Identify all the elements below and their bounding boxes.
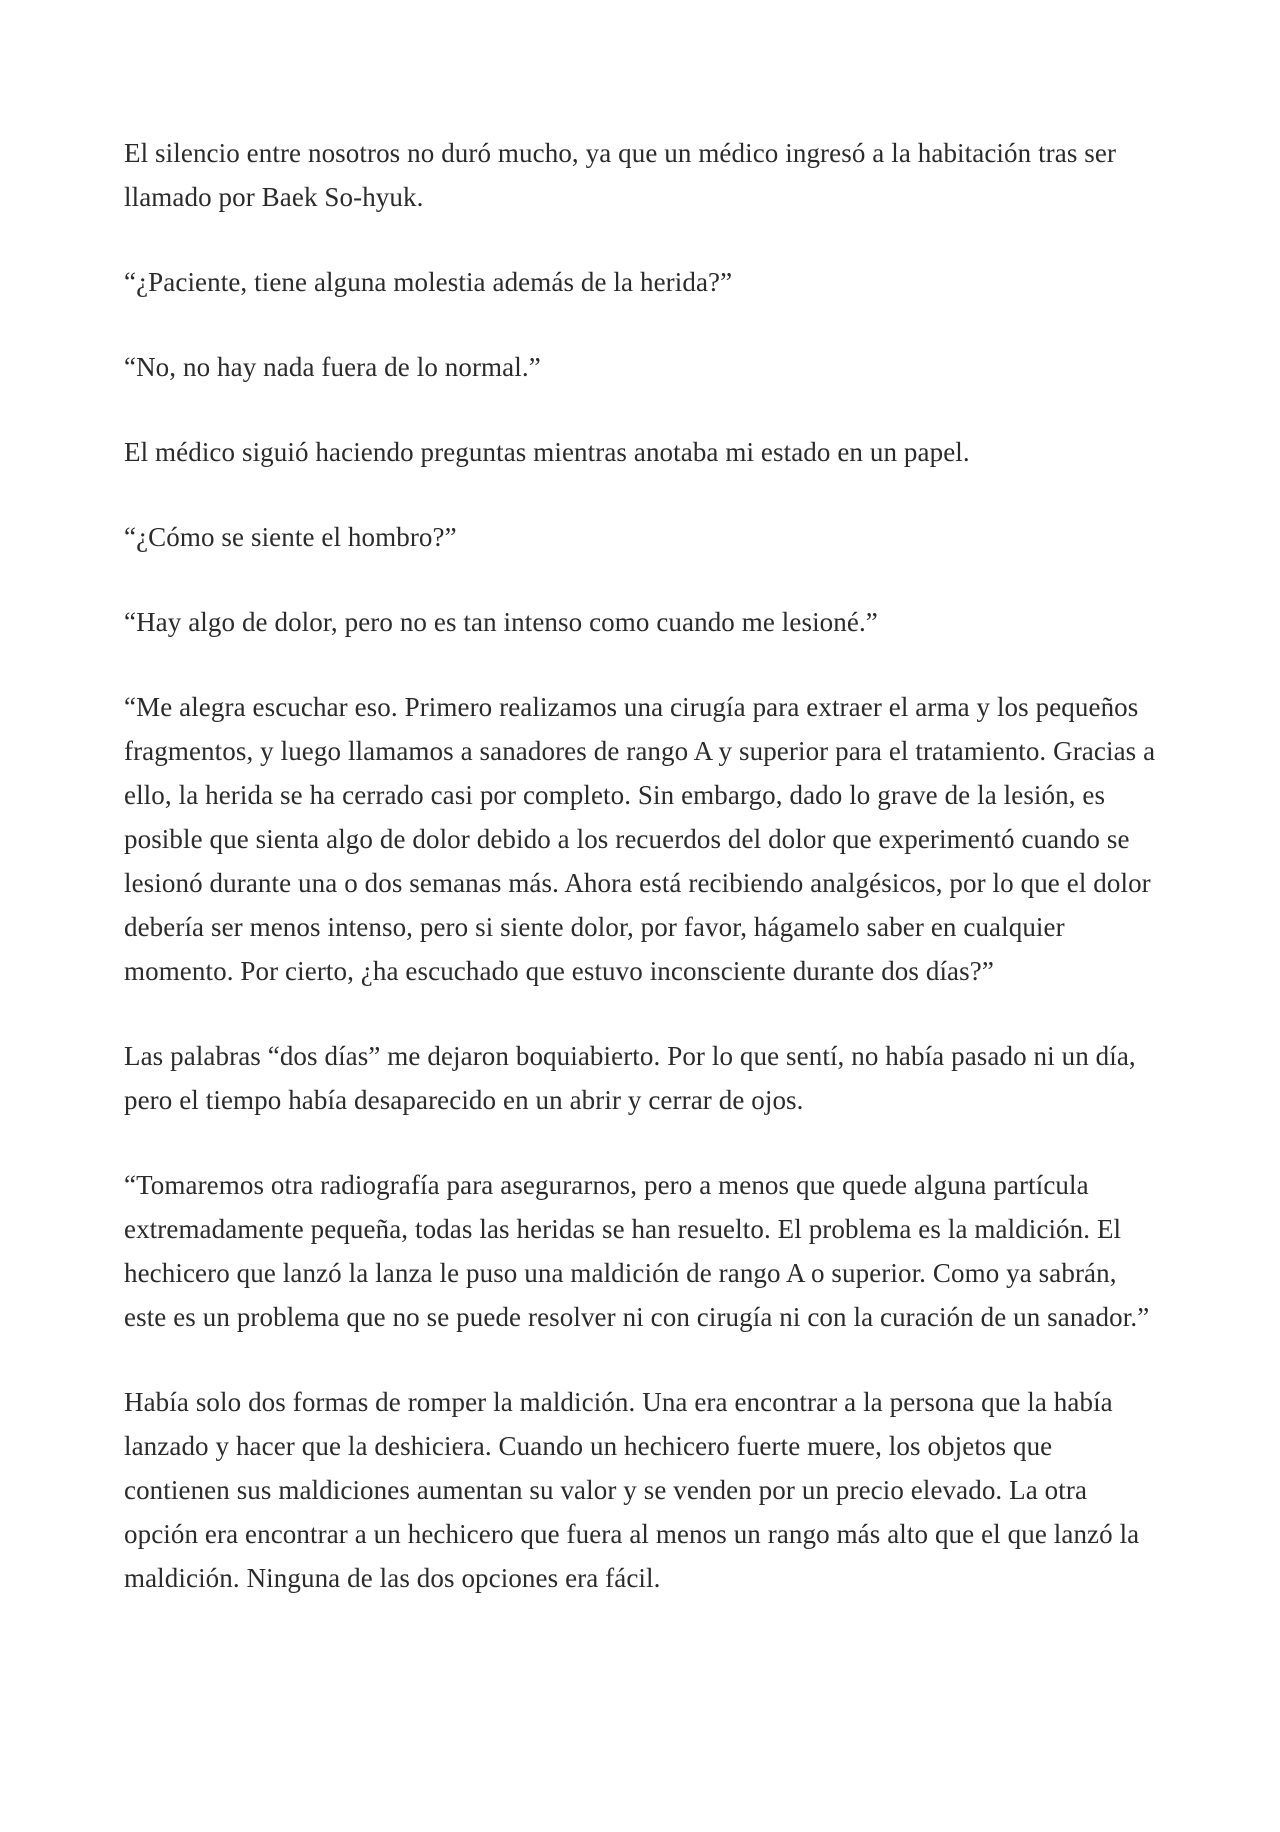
paragraph: “Hay algo de dolor, pero no es tan intenso como cuando me lesioné.” (124, 607, 878, 637)
paragraph: Las palabras “dos días” me dejaron boquiabierto. Por lo que sentí, no había pasado ni un día, pero el tiempo había desaparecido en un abrir y cerrar de ojos. (124, 1041, 1136, 1115)
paragraph: “¿Cómo se siente el hombro?” (124, 522, 457, 552)
paragraph: “No, no hay nada fuera de lo normal.” (124, 352, 541, 382)
paragraph: “Me alegra escuchar eso. Primero realizamos una cirugía para extraer el arma y los pequeños fragmentos, y luego llamamos a sanadores de rango A y superior para el tratamiento. Gracias a ello, la herida se ha cerrado casi por completo. Sin embargo, dado lo grave de la lesión, es posible que sienta algo de dolor debido a los recuerdos del dolor que experimentó cuando se lesionó durante una o dos semanas más. Ahora está recibiendo analgésicos, por lo que el dolor debería ser menos intenso, pero si siente dolor, por favor, hágamelo saber en cualquier momento. Por cierto, ¿ha escuchado que estuvo inconsciente durante dos días?” (124, 692, 1156, 986)
chapter-text (124, 131, 1164, 1600)
paragraph: Había solo dos formas de romper la maldición. Una era encontrar a la persona que la había lanzado y hacer que la deshiciera. Cuando un hechicero fuerte muere, los objetos que contienen sus maldiciones aumentan su valor y se venden por un precio elevado. La otra opción era encontrar a un hechicero que fuera al menos un rango más alto que el que lanzó la maldición. Ninguna de las dos opciones era fácil. (124, 1387, 1140, 1593)
paragraph: “Tomaremos otra radiografía para asegurarnos, pero a menos que quede alguna partícula extremadamente pequeña, todas las heridas se han resuelto. El problema es la maldición. El hechicero que lanzó la lanza le puso una maldición de rango A o superior. Como ya sabrán, este es un problema que no se puede resolver ni con cirugía ni con la curación de un sanador.” (124, 1170, 1150, 1332)
paragraph: El médico siguió haciendo preguntas mientras anotaba mi estado en un papel. (124, 437, 970, 467)
paragraph: El silencio entre nosotros no duró mucho, ya que un médico ingresó a la habitación tras ser llamado por Baek So-hyuk. (124, 138, 1117, 212)
paragraph: “¿Paciente, tiene alguna molestia además de la herida?” (124, 267, 733, 297)
